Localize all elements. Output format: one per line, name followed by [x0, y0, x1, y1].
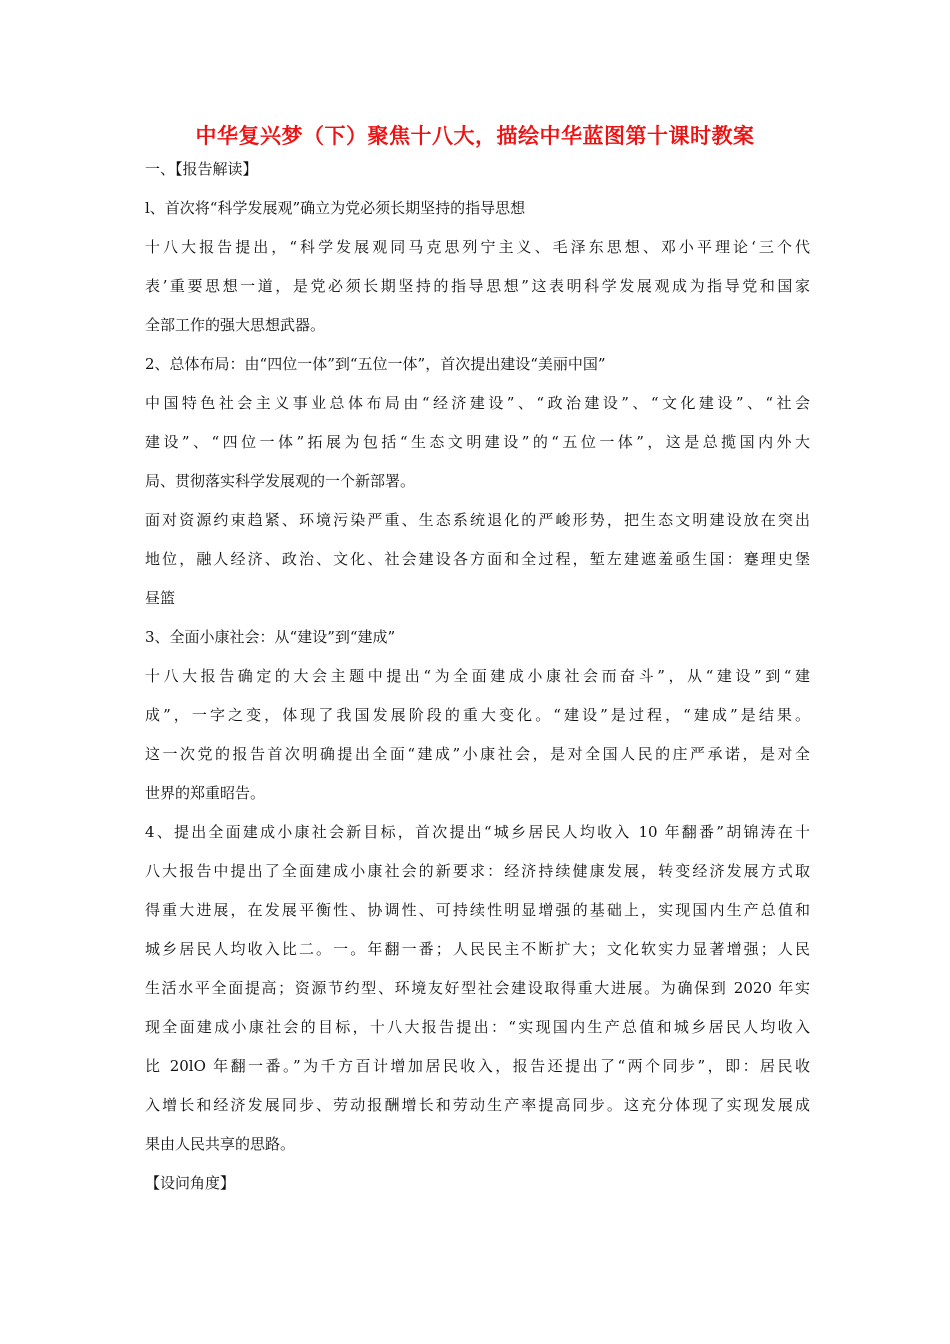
item-2-heading: 2、总体布局：由“四位一体”到“五位一体”，首次提出建设“美丽中国”: [145, 355, 606, 373]
item-4-paragraph-line: 城乡居民人均收入比二。一。年翻一番；人民民主不断扩大；文化软实力显著增强；人民: [145, 940, 810, 958]
item-4-paragraph-line: 生活水平全面提高；资源节约型、环境友好型社会建设取得重大进展。为确保到 2020 年实: [145, 979, 810, 997]
item-2-paragraph-line: 建设”、“四位一体”拓展为包括“生态文明建设”的“五位一体”，这是总揽国内外大: [145, 433, 810, 451]
item-4-paragraph-line: 比 20lO 年翻一番。”为千方百计增加居民收入，报告还提出了“两个同步”，即：居民收: [145, 1057, 810, 1075]
item-2-paragraph-line: 地位，融人经济、政治、文化、社会建设各方面和全过程，堑左建遮羞亟生国：蹇理史堡: [145, 550, 810, 568]
item-4-paragraph-line: 4、提出全面建成小康社会新目标，首次提出“城乡居民人均收入 10 年翻番”胡锦涛在十: [145, 823, 810, 841]
section-heading-question-angle: 【设问角度】: [145, 1174, 236, 1192]
item-3-paragraph-line: 十八大报告确定的大会主题中提出“为全面建成小康社会而奋斗”，从“建设”到“建: [145, 667, 810, 685]
item-4-paragraph-line: 现全面建成小康社会的目标，十八大报告提出：“实现国内生产总值和城乡居民人均收入: [145, 1018, 810, 1036]
document-body: [145, 150, 810, 1203]
item-2-paragraph-line: 局、贯彻落实科学发展观的一个新部署。: [145, 472, 416, 490]
item-3-paragraph-line: 成”，一字之变，体现了我国发展阶段的重大变化。“建设”是过程，“建成”是结果。: [145, 706, 810, 724]
item-4-paragraph-line: 果由人民共享的思路。: [145, 1135, 296, 1153]
item-4-paragraph-line: 八大报告中提出了全面建成小康社会的新要求：经济持续健康发展，转变经济发展方式取: [145, 862, 810, 880]
item-1-paragraph-line: 十八大报告提出，“科学发展观同马克思列宁主义、毛泽东思想、邓小平理论‘三个代: [145, 238, 810, 256]
item-3-heading: 3、全面小康社会：从“建设”到“建成”: [145, 628, 396, 646]
item-2-paragraph-line: 面对资源约束趋紧、环境污染严重、生态系统退化的严峻形势，把生态文明建设放在突出: [145, 511, 810, 529]
document-title: 中华复兴梦（下）聚焦十八大，描绘中华蓝图第十课时教案: [195, 123, 755, 148]
item-1-heading: l、首次将“科学发展观”确立为党必须长期坚持的指导思想: [145, 199, 526, 217]
item-4-paragraph-line: 得重大进展，在发展平衡性、协调性、可持续性明显增强的基础上，实现国内生产总值和: [145, 901, 810, 919]
item-1-paragraph-line: 表’重要思想一道，是党必须长期坚持的指导思想”这表明科学发展观成为指导党和国家: [145, 277, 810, 295]
item-2-paragraph-line: 中国特色社会主义事业总体布局由“经济建设”、“政治建设”、“文化建设”、“社会: [145, 394, 810, 412]
item-1-paragraph-line: 全部工作的强大思想武器。: [145, 316, 326, 334]
section-heading-report-interpretation: 一、【报告解读】: [145, 160, 258, 178]
item-2-paragraph-line: 昼篮: [145, 589, 176, 607]
item-3-paragraph-line: 世界的郑重昭告。: [145, 784, 266, 802]
item-3-paragraph-line: 这一次党的报告首次明确提出全面“建成”小康社会，是对全国人民的庄严承诺，是对全: [145, 745, 810, 763]
item-4-paragraph-line: 入增长和经济发展同步、劳动报酬增长和劳动生产率提高同步。这充分体现了实现发展成: [145, 1096, 810, 1114]
